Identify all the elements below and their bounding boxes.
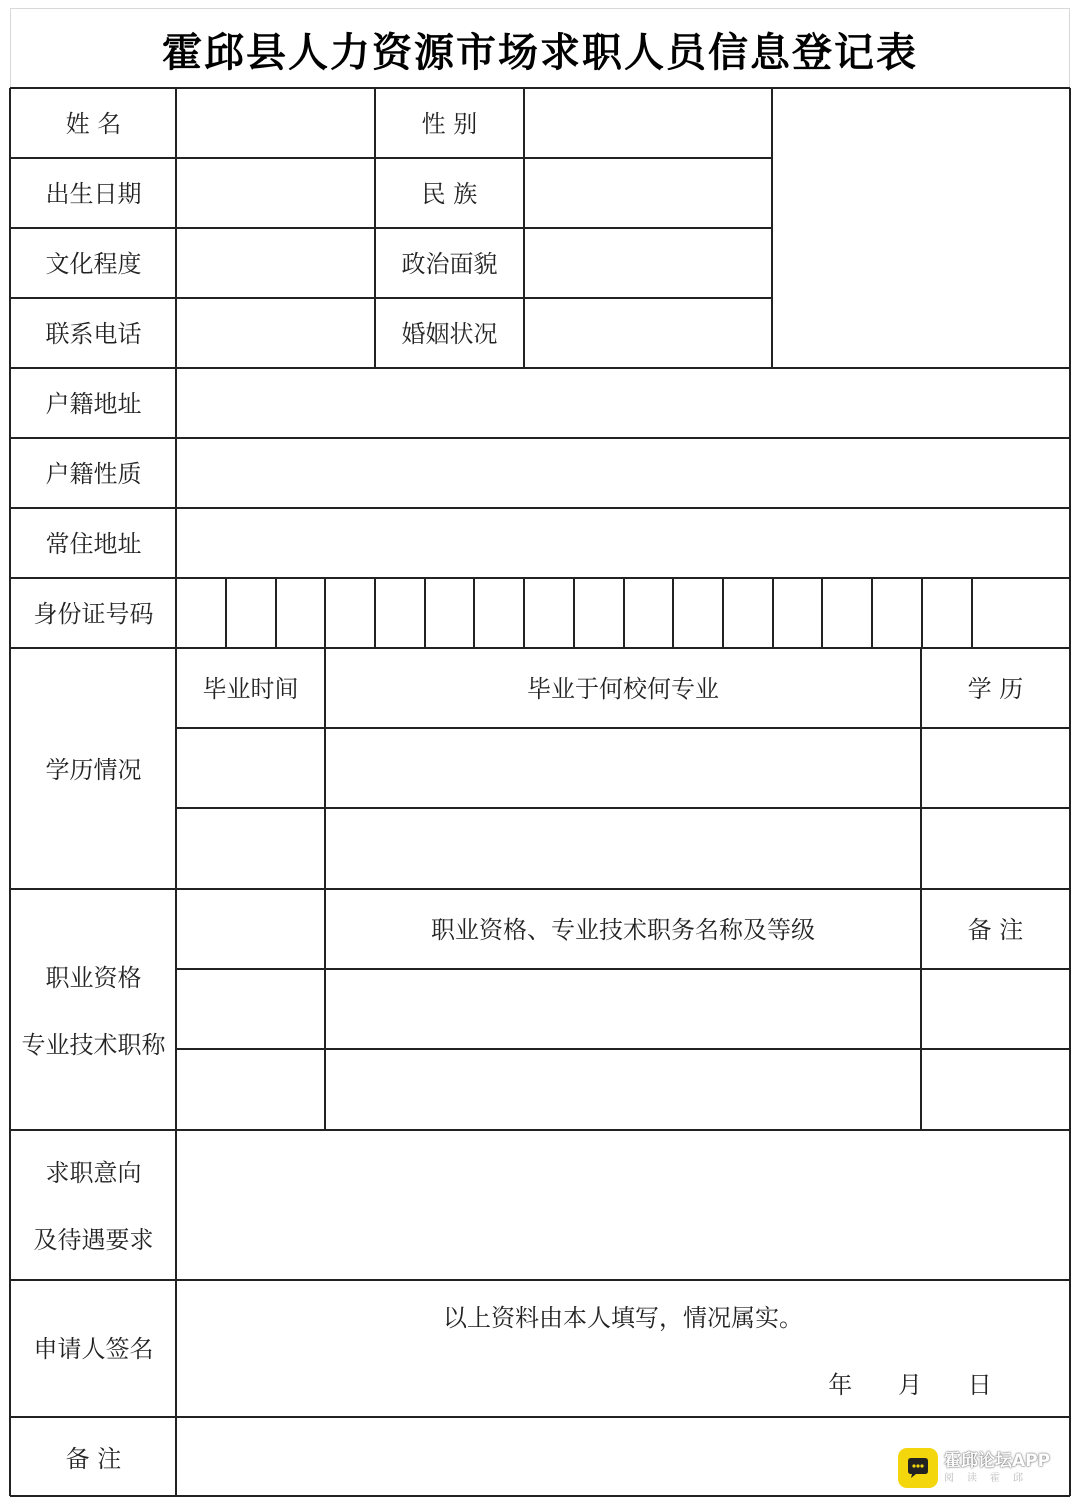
label-job-intent-line1: 求职意向	[45, 1159, 142, 1187]
label-household-type: 户籍性质	[45, 460, 142, 488]
id-digit-divider	[921, 578, 923, 648]
label-qualification-line1: 职业资格	[45, 964, 142, 992]
id-digit-divider	[523, 578, 525, 648]
id-digit-divider	[772, 578, 774, 648]
label-gender: 性 别	[421, 110, 478, 138]
label-qualification-line2: 专业技术职称	[21, 1031, 166, 1059]
id-digit-divider	[275, 578, 277, 648]
id-digit-divider	[225, 578, 227, 648]
label-education-history: 学历情况	[45, 756, 142, 784]
birth-date-field[interactable]	[177, 160, 374, 228]
label-marital-status: 婚姻状况	[401, 320, 498, 348]
gender-field[interactable]	[525, 90, 771, 158]
chat-bubble-icon	[898, 1448, 938, 1488]
grid-line	[10, 1129, 1070, 1131]
political-status-field[interactable]	[525, 230, 771, 298]
table-border-bottom	[10, 1495, 1070, 1497]
label-graduation-time: 毕业时间	[202, 675, 299, 703]
id-digit-divider	[473, 578, 475, 648]
label-qualification-header: 职业资格、专业技术职务名称及等级	[431, 916, 815, 944]
residence-address-field[interactable]	[177, 510, 1069, 578]
grid-line	[10, 647, 1070, 649]
label-qualification-remark: 备 注	[967, 916, 1024, 944]
name-field[interactable]	[177, 90, 374, 158]
label-applicant-signature: 申请人签名	[33, 1335, 154, 1363]
marital-status-field[interactable]	[525, 300, 771, 368]
label-school-major: 毕业于何校何专业	[527, 675, 719, 703]
watermark-app-name: 霍邱论坛APP	[944, 1450, 1051, 1471]
watermark-subtitle: 阅读霍邱	[944, 1472, 1036, 1484]
label-household-address: 户籍地址	[45, 390, 142, 418]
job-intent-field[interactable]	[177, 1132, 1069, 1280]
id-digit-divider	[424, 578, 426, 648]
ethnicity-field[interactable]	[525, 160, 771, 228]
grid-line	[176, 807, 1070, 809]
table-border-top	[10, 87, 1070, 89]
household-address-field[interactable]	[177, 370, 1069, 438]
grid-line	[176, 727, 1070, 729]
table-border-right	[1069, 88, 1071, 1496]
form-title: 霍邱县人力资源市场求职人员信息登记表	[162, 29, 918, 76]
table-border-left	[9, 88, 11, 1496]
grid-line	[176, 1048, 1070, 1050]
id-digit-divider	[971, 578, 973, 648]
id-digit-divider	[871, 578, 873, 648]
date-line: 年 月 日	[828, 1371, 992, 1399]
id-digit-divider	[722, 578, 724, 648]
label-residence-address: 常住地址	[45, 530, 142, 558]
label-id-number: 身份证号码	[33, 600, 154, 628]
label-birth-date: 出生日期	[45, 180, 142, 208]
watermark	[898, 1446, 1068, 1490]
education-level-field[interactable]	[177, 230, 374, 298]
id-digit-divider	[623, 578, 625, 648]
declaration-text: 以上资料由本人填写，情况属实。	[443, 1304, 803, 1332]
label-job-intent-line2: 及待遇要求	[33, 1226, 154, 1254]
label-ethnicity: 民 族	[421, 180, 478, 208]
label-education-level: 文化程度	[45, 250, 142, 278]
id-digit-divider	[573, 578, 575, 648]
grid-line	[176, 968, 1070, 970]
id-digit-divider	[324, 578, 326, 648]
label-phone: 联系电话	[45, 320, 142, 348]
label-name: 姓 名	[65, 110, 122, 138]
phone-field[interactable]	[177, 300, 374, 368]
label-remarks: 备 注	[65, 1445, 122, 1473]
label-political-status: 政治面貌	[401, 250, 498, 278]
household-type-field[interactable]	[177, 440, 1069, 508]
id-digit-divider	[374, 578, 376, 648]
photo-area[interactable]	[773, 90, 1069, 368]
label-degree: 学 历	[967, 675, 1024, 703]
id-digit-divider	[821, 578, 823, 648]
id-digit-divider	[672, 578, 674, 648]
